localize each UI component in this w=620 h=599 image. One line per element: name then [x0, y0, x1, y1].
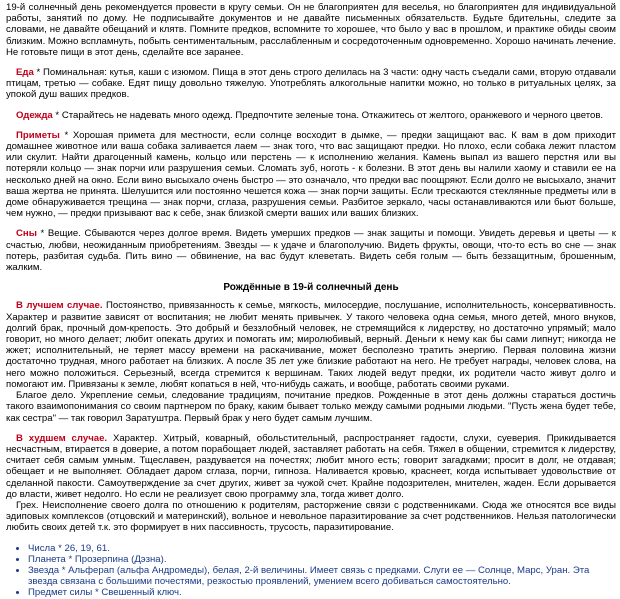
list-item-label: Звезда	[28, 564, 60, 576]
list-item-power-object	[28, 587, 616, 598]
list-item-numbers	[28, 543, 616, 554]
intro-paragraph: 19-й солнечный день рекомендуется провести в кругу семьи. Он не благоприятен для веселья, но благоприятен для индивидуальной работы, занятий по дому. Не подписывайте документов и не давайте письменных обязательств. Будьте бдительны, следите за словами, не давайте обещаний и клятв. Помните предков, вспомните то хорошее, что было у вас в прошлом, и практике обиды своим близким. Можно вспламнуть, побыть сентиментальным, расслабленным и сосредоточенным одновременно. Хорошо начинать лечение. Не готовьте пищи в этот день, сделайте все заранее.	[6, 2, 616, 58]
food-label: Еда	[16, 67, 34, 79]
worst-paragraph-2: Грех. Неисполнение своего долга по отношению к родителям, расторжение связи с родственниками. Сюда же относятся все виды эдиповых комплексов (отцовский и материнский), вольное и невольное паразитирование за счет родственников. Нельзя патологически любить своих детей т.к. это формирует в них пассивность, трусость, паразитирование.	[6, 499, 616, 534]
list-item-label: Планета	[28, 553, 66, 565]
clothing-text: * Старайтесь не надевать много одежд. Предпочтите зеленые тона. Откажитесь от желтого, оранжевого и черного цветов.	[52, 109, 604, 121]
food-paragraph	[6, 67, 616, 101]
list-item-star	[28, 565, 616, 587]
best-label: В лучшем случае.	[16, 300, 103, 312]
dreams-label: Сны	[16, 228, 37, 240]
list-item-text: * Свешенный ключ.	[92, 587, 182, 599]
list-item-planet	[28, 554, 616, 565]
dreams-text: * Вещие. Сбываются через долгое время. Видеть умерших предков — знак защиты и помощи. Увидеть деревья и цветы — к счастью, любви, неожиданным приобретениям. Звезды — к удаче и благополучию. Видеть фрукты, овощи, что-то есть во сне — знак потерь, разбитая судьба. Пить вино — обвинение, на вас будут клеветать. Видеть себя голым — быть беззащитным, брошенным, жалким.	[6, 228, 616, 274]
worst-text: Характер. Хитрый, коварный, обольстительный, распространяет гадости, слухи, суеверия. Прикидывается несчастным, втирается в доверие, а потом порабощает людей, заставляет работать на себя. Тяжел в общении, стремится к лидерству, считает себя самым умным. Тщеславен, раздувается на почестях; любит много есть; говорит загадками; просит в долг, не отдавая; обещает и не выполняет. Обладает даром сглаза, порчи, гипноза. Наливается кровью, краснеет, когда испытывает удовольствие от сделанной пакости. Самоутверждение за счет других, живет за чужой счет. Крайне подозрителен, мнителен, жаден. Если дорывается до власти, живет недолго. Но если не реализует свою программу зла, тогда живет долго.	[6, 432, 616, 500]
worst-paragraph	[6, 433, 616, 500]
list-item-label: Предмет силы	[28, 587, 93, 599]
best-paragraph-2: Благое дело. Укрепление семьи, следование традициям, почитание предков. Рожденные в этот день должны стараться достичь такого взаимопонимания со своим партнером по браку, каким бывает только между самыми родными людьми. "Пусть жена будет тебе, как сестра" — так говорил Заратуштра. Первый брак у него будет самым лучшим.	[6, 390, 616, 424]
list-item-text: * Альферап (альфа Андромеды), белая, 2-й величины. Имеет связь с предками. Слуги ее — Солнце, Марс, Уран. Эта звезда связана с большими почестями, резкостью проявлений, умением всего добиваться самостоятельно.	[28, 564, 590, 588]
list-item-label: Числа	[28, 542, 56, 554]
best-text: Постоянство, привязанность к семье, мягкость, милосердие, послушание, исполнительность, консервативность. Характер и развитие зависят от воспитания; не любит менять привычек. У такого человека одна семья, много детей, много внуков, долгий брак, прочный дом-крепость. Это добрый и беззлобный человек, не стремящийся к лидерству, но достаточно упрямый; мало говорит, но много делает; любит опекать других и помогать им; миролюбивый, верный. Деньги к нему как бы сами липнут; никогда не жжет; исполнительный, не теряет массу времени на раскачивание, может бесполезно тратить энергию. Первая половина жизни достаточно трудная, много работает на близких. А после 35 лет уже близкие работают на него. Не требует награды, человек слова, на него можно положиться. Серьезный, всегда стремится к вершинам. Таких людей ведут предки, их родители часто живут долго и помогают им. Привязаны к земле, любят копаться в ней, что-нибудь сажать, и вообще, работать своими руками.	[6, 300, 617, 390]
best-paragraph	[6, 300, 616, 390]
food-text: * Поминальная: кутья, каши с изюмом. Пища в этот день строго делилась на 3 части: одну часть съедали сами, вторую отдавали птицам, третью — собаке. Едят пищу довольно тяжелую. Употреблять алкогольные напитки можно, но только в ритуальных целях, за упокой душ ваших предков.	[6, 67, 616, 101]
clothing-paragraph	[6, 110, 616, 121]
clothing-label: Одежда	[16, 109, 53, 121]
attributes-list	[6, 543, 616, 599]
omens-label: Приметы	[16, 129, 60, 141]
section-title: Рождённые в 19-й солнечный день	[223, 282, 399, 294]
omens-paragraph	[6, 130, 616, 220]
omens-text: * Хорошая примета для местности, если солнце восходит в дымке, — предки защищают вас. К вам в дом приходит домашнее животное или ваша собака заливается лаем — знак того, что вас защищают предки. Но плохо, если собака лежит пластом или скулит. Найти драгоценный камень, кольцо или перстень — к исполнению желания. Камень выпал из вашего перстня или вы потеряли кольцо — знак порчи или разрушения семьи. Сломать зуб, ноготь - к болезни. В этот день вы налили хаому и ставили ее на несколько дней на окно. Если вино высыхало очень быстро — это означало, что предки вас поощряют. Если долго не высыхало, значит ваша жертва не принята. Шелушится или постоянно чешется кожа — знак порчи защиты. Если трескаются стеклянные предметы или в доме обнаруживается трещина — знак порчи, сглаза, разрушения семьи. Разбитое зеркало, часы останавливаются или бьют больше, чем нужно, — предки призывают вас к себе, знак близкой смерти ваших или ваших близких.	[6, 129, 616, 220]
list-item-text: * 26, 19, 61.	[55, 542, 110, 554]
dreams-paragraph	[6, 228, 616, 273]
worst-label: В худшем случае.	[16, 432, 108, 444]
list-item-text: * Прозерпина (Дэзна).	[65, 553, 167, 565]
